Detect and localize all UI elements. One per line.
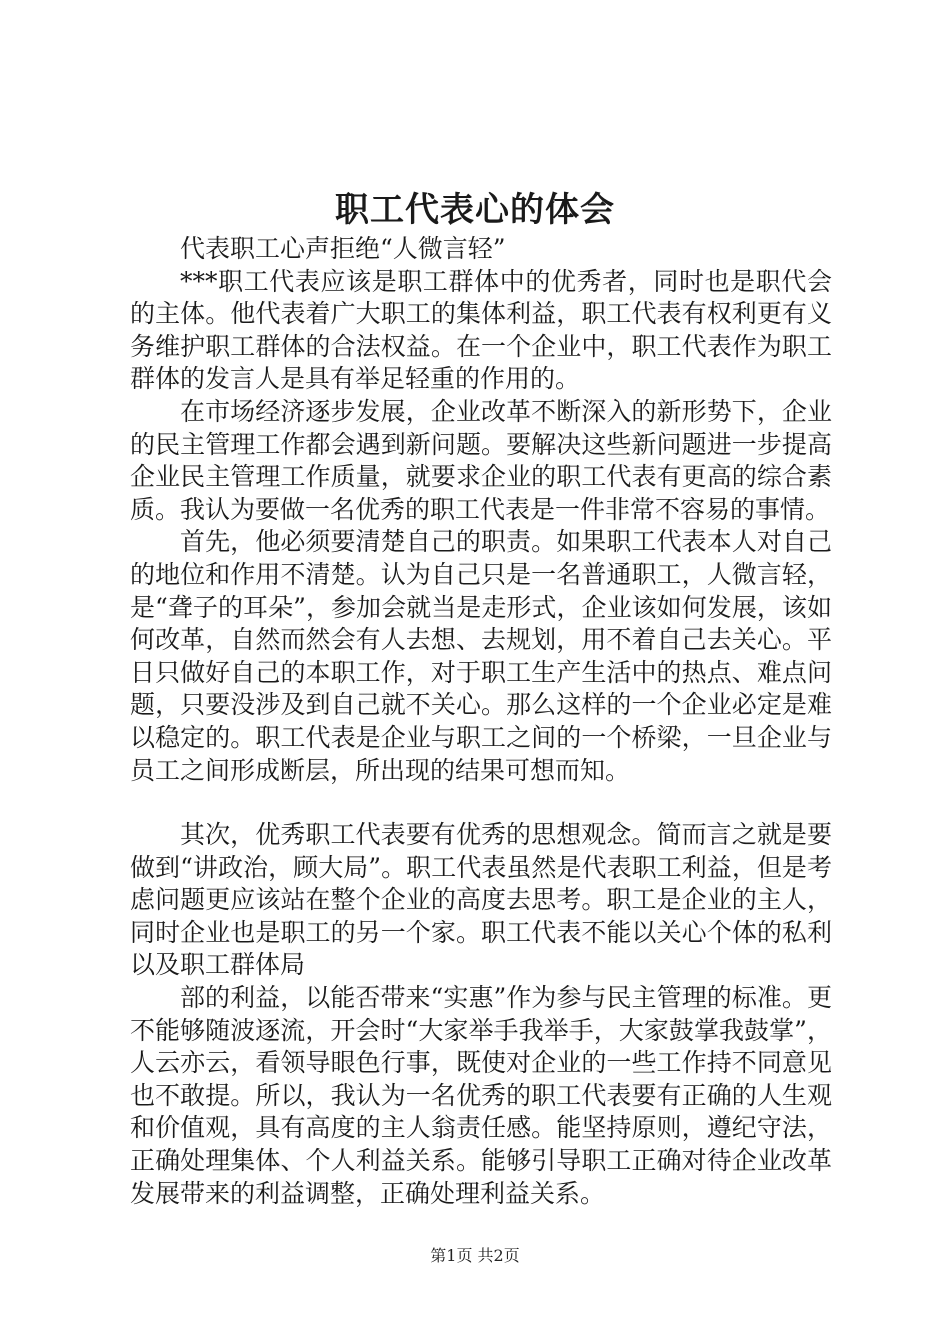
body-paragraph: 部的利益，以能否带来“实惠”作为参与民主管理的标准。更不能够随波逐流，开会时“大家举手我举手，大家鼓掌我鼓掌”，人云亦云，看领导眼色行事，既使对企业的一些工作持不同意见也不敢提。所以，我认为一名优秀的职工代表要有正确的人生观和价值观，具有高度的主人翁责任感。能坚持原则，遵纪守法，正确处理集体、个人利益关系。能够引导职工正确对待企业改革发展带来的利益调整，正确处理利益关系。: [130, 983, 832, 1208]
body-paragraph: 首先，他必须要清楚自己的职责。如果职工代表本人对自己的地位和作用不清楚。认为自己只是一名普通职工，人微言轻，是“聋子的耳朵”，参加会就当是走形式，企业该如何发展，该如何改革，自然而然会有人去想、去规划，用不着自己去关心。平日只做好自己的本职工作，对于职工生产生活中的热点、难点问题，只要没涉及到自己就不关心。那么这样的一个企业必定是难以稳定的。职工代表是企业与职工之间的一个桥梁，一旦企业与员工之间形成断层，所出现的结果可想而知。: [130, 527, 832, 785]
subtitle-paragraph: 代表职工心声拒绝“人微言轻”: [180, 234, 506, 263]
page-number-footer: 第1页 共2页: [430, 1246, 520, 1265]
body-paragraph: 在市场经济逐步发展，企业改革不断深入的新形势下，企业的民主管理工作都会遇到新问题。要解决这些新问题进一步提高企业民主管理工作质量，就要求企业的职工代表有更高的综合素质。我认为要做一名优秀的职工代表是一件非常不容易的事情。: [130, 396, 832, 524]
page-title: 职工代表心的体会: [335, 190, 615, 230]
document-body: [130, 233, 832, 1210]
body-paragraph: 其次，优秀职工代表要有优秀的思想观念。简而言之就是要做到“讲政治，顾大局”。职工代表虽然是代表职工利益，但是考虑问题更应该站在整个企业的高度去思考。职工是企业的主人，同时企业也是职工的另一个家。职工代表不能以关心个体的私利以及职工群体局: [130, 820, 832, 980]
body-paragraph: ***职工代表应该是职工群体中的优秀者，同时也是职代会的主体。他代表着广大职工的集体利益，职工代表有权利更有义务维护职工群体的合法权益。在一个企业中，职工代表作为职工群体的发言人是具有举足轻重的作用的。: [130, 266, 832, 394]
